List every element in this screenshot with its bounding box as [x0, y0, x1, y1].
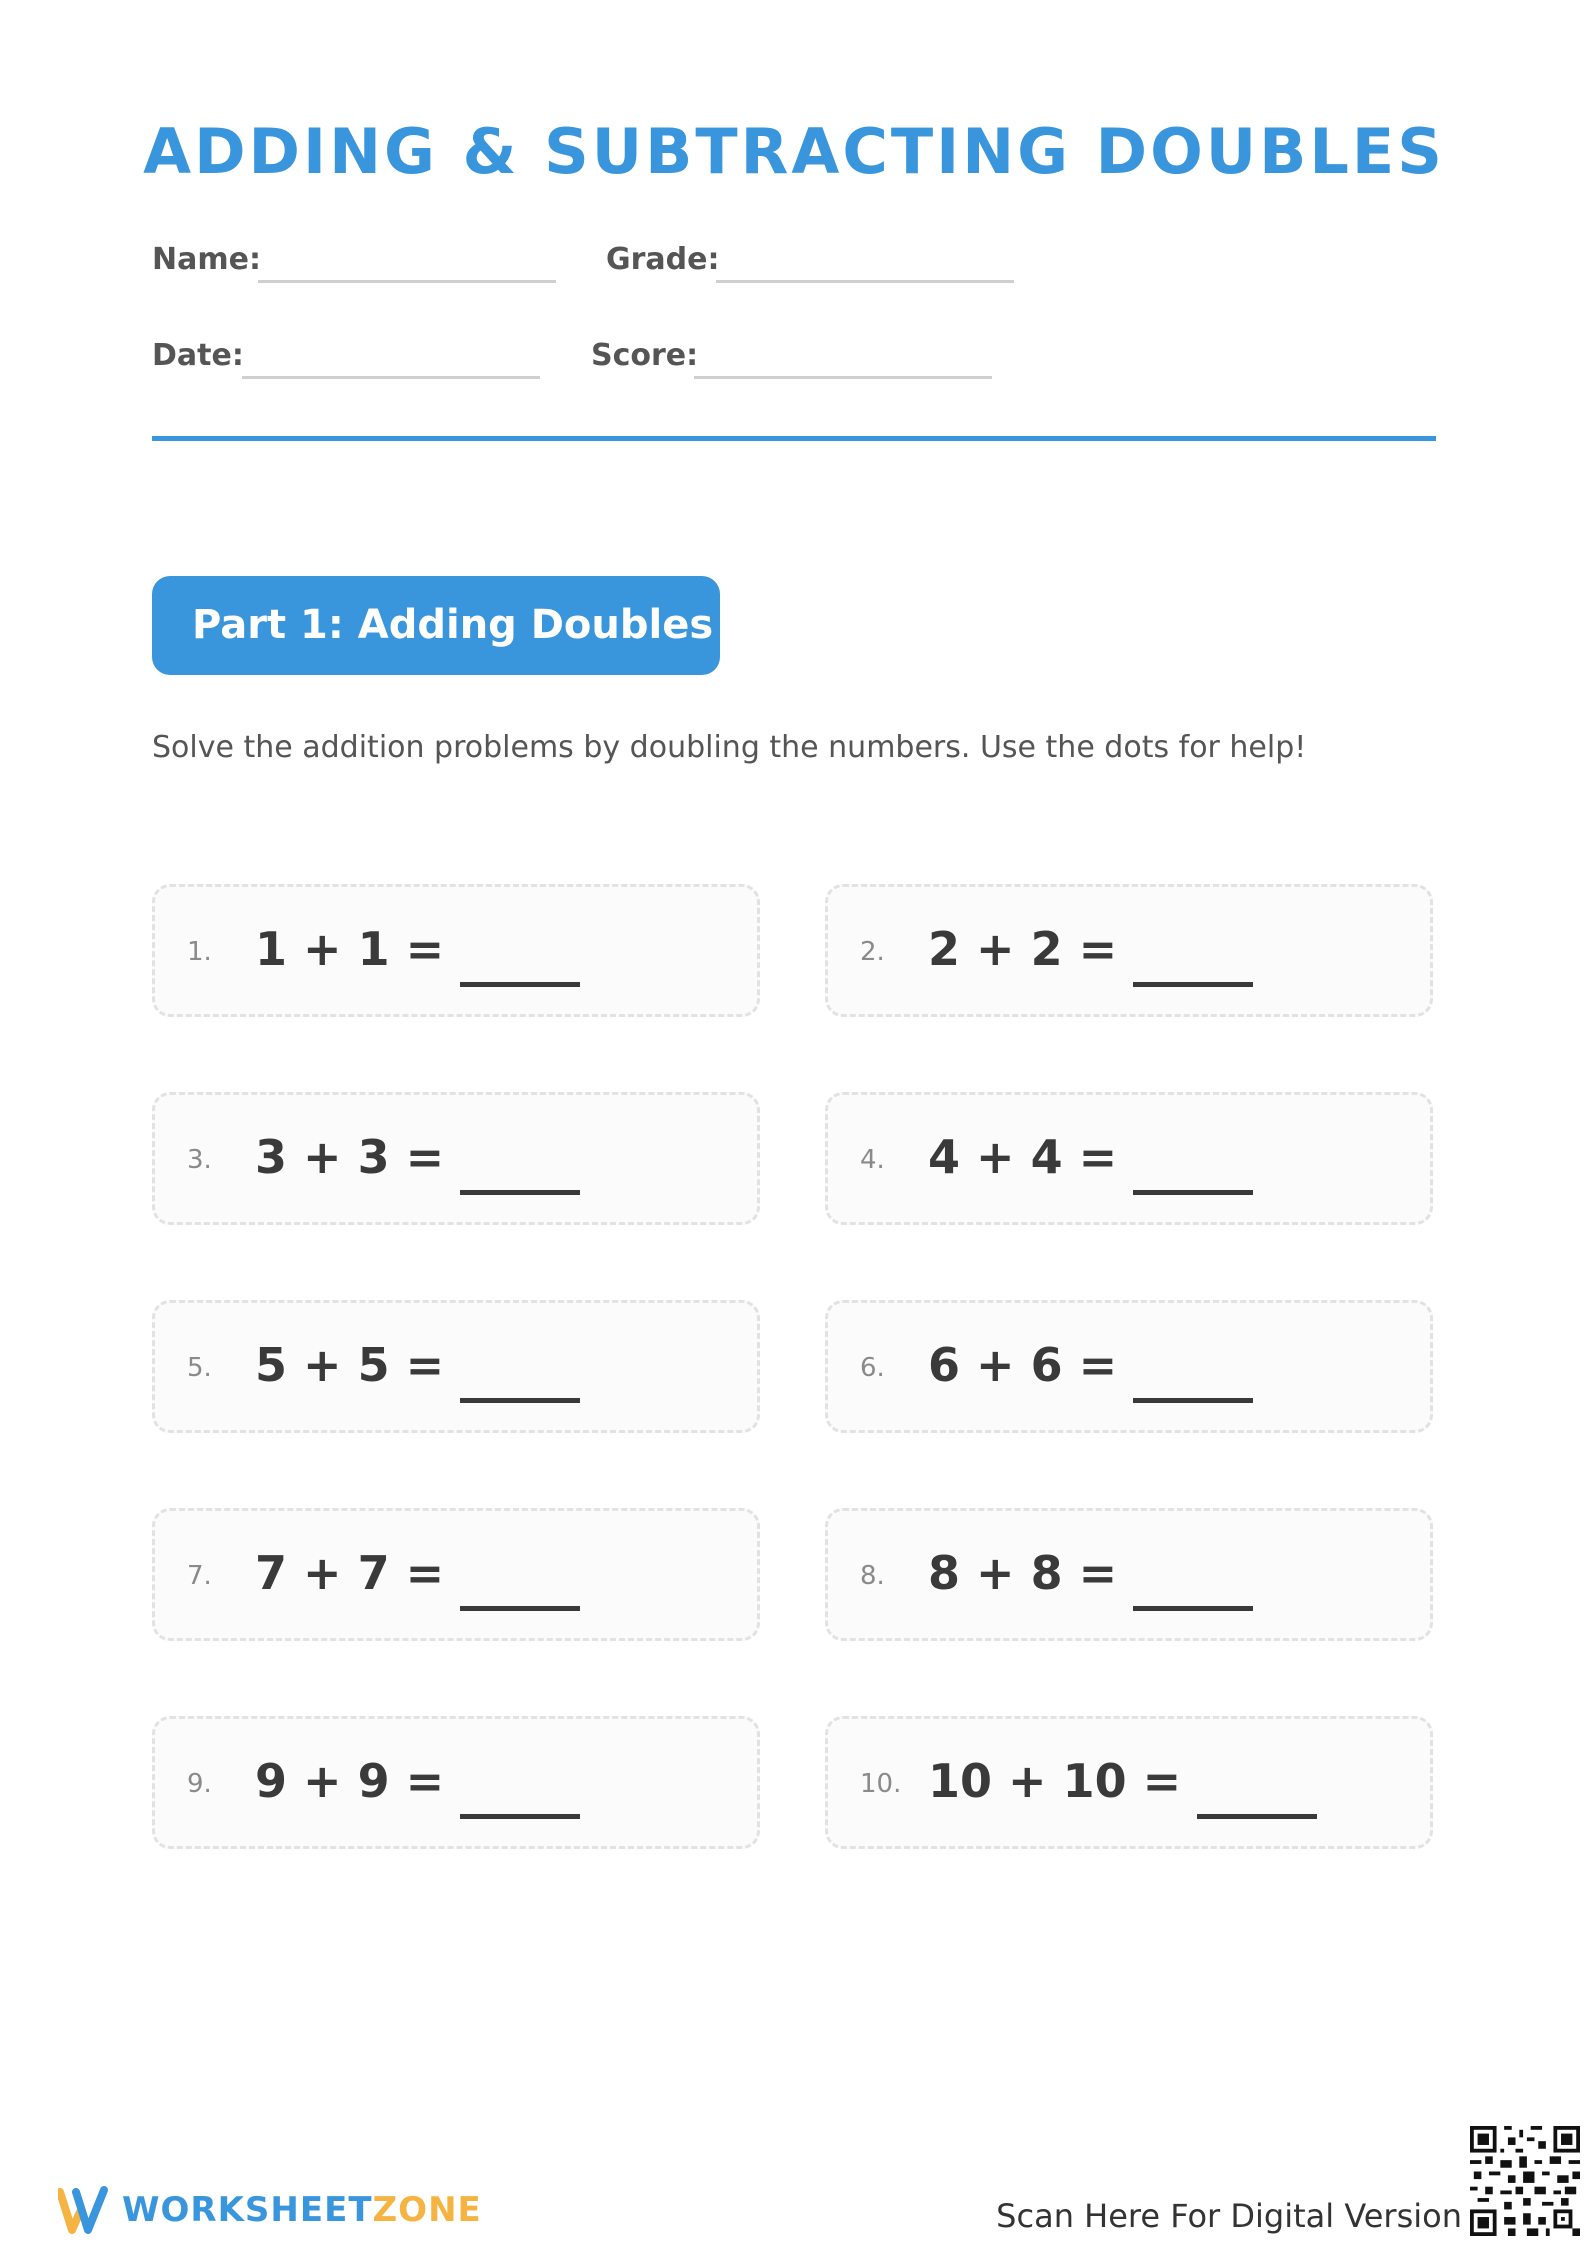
problem-card-6: [825, 1300, 1433, 1433]
equation-text: 4 + 4 =: [928, 1130, 1118, 1184]
equation-text: 2 + 2 =: [928, 922, 1118, 976]
answer-blank[interactable]: [460, 1606, 580, 1611]
answer-blank[interactable]: [460, 1814, 580, 1819]
name-field[interactable]: [258, 280, 556, 283]
problem-equation: [928, 1337, 1253, 1393]
answer-blank[interactable]: [1133, 1606, 1253, 1611]
problem-equation: [928, 921, 1253, 977]
date-field[interactable]: [242, 376, 540, 379]
brand-primary: WORKSHEET: [122, 2190, 373, 2230]
problem-number: 3.: [187, 1145, 212, 1175]
problem-number: 6.: [860, 1353, 885, 1383]
problem-card-5: [152, 1300, 760, 1433]
problem-card-3: [152, 1092, 760, 1225]
equation-text: 8 + 8 =: [928, 1546, 1118, 1600]
equation-text: 6 + 6 =: [928, 1338, 1118, 1392]
equation-text: 1 + 1 =: [255, 922, 445, 976]
answer-blank[interactable]: [460, 982, 580, 987]
problem-number: 1.: [187, 937, 212, 967]
problem-number: 8.: [860, 1561, 885, 1591]
problem-number: 7.: [187, 1561, 212, 1591]
problem-card-8: [825, 1508, 1433, 1641]
grade-field[interactable]: [716, 280, 1014, 283]
equation-text: 10 + 10 =: [928, 1754, 1182, 1808]
problem-equation: [928, 1753, 1317, 1809]
answer-blank[interactable]: [1197, 1814, 1317, 1819]
brand-logo: [58, 2180, 482, 2240]
scan-instruction: Scan Here For Digital Version: [996, 2197, 1462, 2235]
problem-number: 4.: [860, 1145, 885, 1175]
problem-card-10: [825, 1716, 1433, 1849]
equation-text: 7 + 7 =: [255, 1546, 445, 1600]
name-label: Name:: [152, 242, 261, 277]
problem-number: 5.: [187, 1353, 212, 1383]
problem-equation: [928, 1129, 1253, 1185]
problem-number: 2.: [860, 937, 885, 967]
problem-number: 10.: [860, 1769, 902, 1799]
problem-equation: [255, 921, 580, 977]
equation-text: 5 + 5 =: [255, 1338, 445, 1392]
equation-text: 9 + 9 =: [255, 1754, 445, 1808]
answer-blank[interactable]: [1133, 1190, 1253, 1195]
problem-card-4: [825, 1092, 1433, 1225]
qr-code-icon[interactable]: [1470, 2126, 1580, 2236]
problem-equation: [255, 1753, 580, 1809]
problem-equation: [928, 1545, 1253, 1601]
answer-blank[interactable]: [1133, 982, 1253, 987]
problem-card-2: [825, 884, 1433, 1017]
date-label: Date:: [152, 338, 244, 373]
brand-mark-icon: [58, 2184, 108, 2236]
score-label: Score:: [591, 338, 699, 373]
problem-card-9: [152, 1716, 760, 1849]
header-divider: [152, 436, 1436, 441]
grade-label: Grade:: [606, 242, 720, 277]
problem-equation: [255, 1337, 580, 1393]
equation-text: 3 + 3 =: [255, 1130, 445, 1184]
problem-card-1: [152, 884, 760, 1017]
part1-instructions: Solve the addition problems by doubling the numbers. Use the dots for help!: [152, 730, 1307, 765]
answer-blank[interactable]: [1133, 1398, 1253, 1403]
score-field[interactable]: [694, 376, 992, 379]
answer-blank[interactable]: [460, 1398, 580, 1403]
problem-number: 9.: [187, 1769, 212, 1799]
worksheet-title: ADDING & SUBTRACTING DOUBLES: [143, 115, 1445, 188]
answer-blank[interactable]: [460, 1190, 580, 1195]
brand-name: [122, 2190, 482, 2230]
problem-card-7: [152, 1508, 760, 1641]
brand-secondary: ZONE: [372, 2190, 482, 2230]
problem-equation: [255, 1545, 580, 1601]
part1-heading: Part 1: Adding Doubles: [152, 576, 720, 675]
problem-equation: [255, 1129, 580, 1185]
